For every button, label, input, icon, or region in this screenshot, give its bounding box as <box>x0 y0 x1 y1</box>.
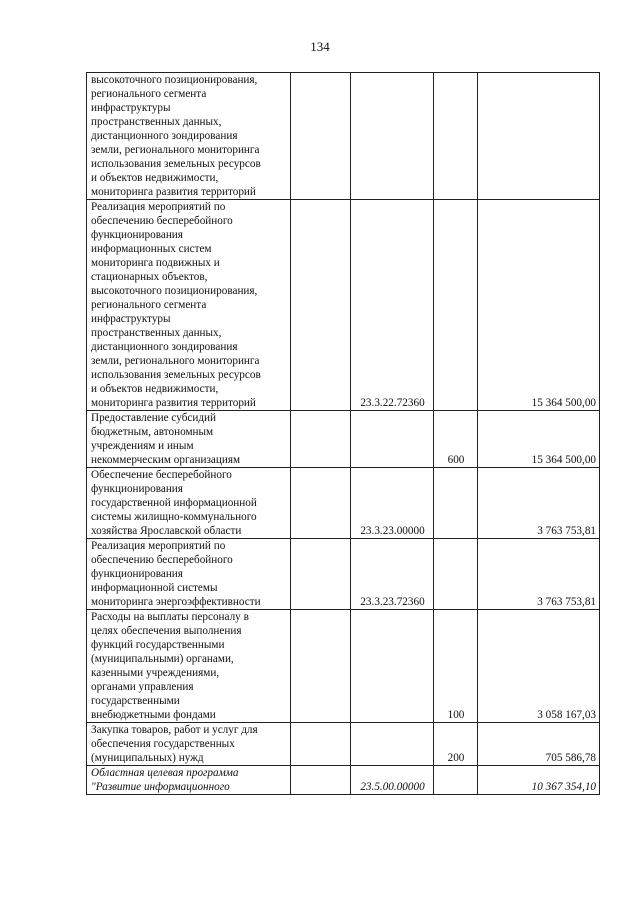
amount-cell: 15 364 500,00 <box>478 411 600 468</box>
target-code-cell <box>351 723 434 766</box>
expense-type-cell <box>434 766 478 795</box>
empty-column-cell <box>291 411 351 468</box>
empty-column-cell <box>291 766 351 795</box>
expense-name-cell: Расходы на выплаты персоналу в целях обеспечения выполнения функций государственными (муниципальными) органами, казенными учреждениями, органами управления государственными внебюджетными фондами <box>87 610 291 723</box>
target-code-cell <box>351 610 434 723</box>
table-row <box>87 539 600 610</box>
table-row <box>87 468 600 539</box>
expense-type-cell: 200 <box>434 723 478 766</box>
amount-cell: 705 586,78 <box>478 723 600 766</box>
expense-type-cell <box>434 73 478 200</box>
table-row <box>87 200 600 411</box>
table-row <box>87 73 600 200</box>
empty-column-cell <box>291 723 351 766</box>
expense-name-cell: Обеспечение бесперебойного функционирования государственной информационной системы жилищно-коммунального хозяйства Ярославской области <box>87 468 291 539</box>
empty-column-cell <box>291 539 351 610</box>
target-code-cell: 23.5.00.00000 <box>351 766 434 795</box>
target-code-cell <box>351 411 434 468</box>
table-row <box>87 411 600 468</box>
empty-column-cell <box>291 468 351 539</box>
expense-name-cell: Закупка товаров, работ и услуг для обеспечения государственных (муниципальных) нужд <box>87 723 291 766</box>
amount-cell: 3 058 167,03 <box>478 610 600 723</box>
amount-cell: 10 367 354,10 <box>478 766 600 795</box>
target-code-cell: 23.3.23.00000 <box>351 468 434 539</box>
expense-type-cell: 100 <box>434 610 478 723</box>
expense-name-cell: Областная целевая программа "Развитие информационного <box>87 766 291 795</box>
target-code-cell: 23.3.22.72360 <box>351 200 434 411</box>
expense-name-cell: Реализация мероприятий по обеспечению бесперебойного функционирования информационных систем мониторинга подвижных и стационарных объектов, высокоточного позиционирования, регионального сегмента инфраструктуры пространственных данных, дистанционного зондирования земли, регионального мониторинга использования земельных ресурсов и объектов недвижимости, мониторинга развития территорий <box>87 200 291 411</box>
amount-cell: 15 364 500,00 <box>478 200 600 411</box>
empty-column-cell <box>291 200 351 411</box>
expense-type-cell <box>434 200 478 411</box>
amount-cell: 3 763 753,81 <box>478 539 600 610</box>
empty-column-cell <box>291 73 351 200</box>
expense-name-cell: Реализация мероприятий по обеспечению бесперебойного функционирования информационной системы мониторинга энергоэффективности <box>87 539 291 610</box>
expense-type-cell: 600 <box>434 411 478 468</box>
budget-table <box>86 72 600 795</box>
expense-type-cell <box>434 539 478 610</box>
expense-type-cell <box>434 468 478 539</box>
table-row <box>87 723 600 766</box>
empty-column-cell <box>291 610 351 723</box>
target-code-cell: 23.3.23.72360 <box>351 539 434 610</box>
expense-name-cell: высокоточного позиционирования, регионального сегмента инфраструктуры пространственных данных, дистанционного зондирования земли, регионального мониторинга использования земельных ресурсов и объектов недвижимости, мониторинга развития территорий <box>87 73 291 200</box>
table-row <box>87 766 600 795</box>
table-row <box>87 610 600 723</box>
amount-cell: 3 763 753,81 <box>478 468 600 539</box>
page-number: 134 <box>310 39 330 54</box>
amount-cell <box>478 73 600 200</box>
expense-name-cell: Предоставление субсидий бюджетным, автономным учреждениям и иным некоммерческим организациям <box>87 411 291 468</box>
target-code-cell <box>351 73 434 200</box>
